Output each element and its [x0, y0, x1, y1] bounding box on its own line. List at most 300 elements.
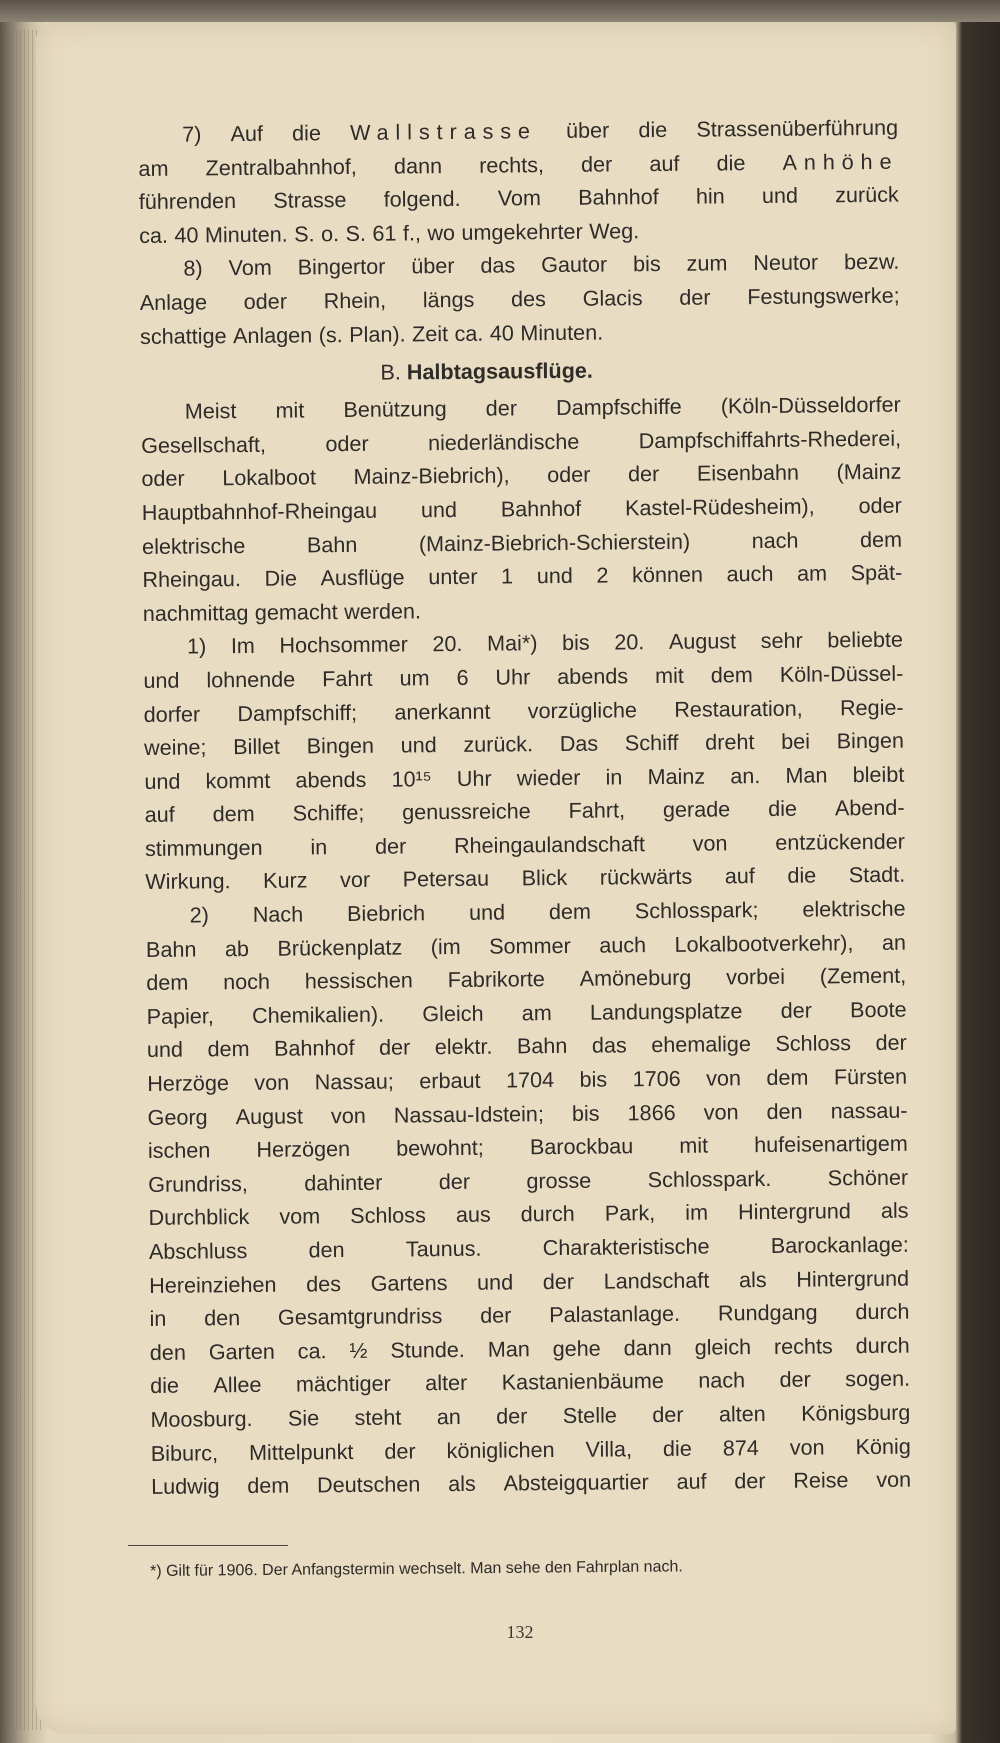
word: Glacis [582, 285, 643, 311]
word: nach [698, 1367, 746, 1394]
word: auf [144, 801, 175, 828]
word: von [876, 1466, 912, 1493]
word: 1704 [505, 1067, 555, 1093]
section-heading [140, 346, 900, 395]
word: dem [207, 1036, 250, 1062]
word: dem [247, 1472, 290, 1499]
word: 874 [722, 1434, 759, 1461]
word: S. [294, 221, 315, 247]
word: Mainz-Biebrich), [353, 462, 510, 490]
word: den [149, 1339, 186, 1365]
word: Schloss [350, 1202, 426, 1229]
word: die [291, 120, 322, 146]
word: und [400, 732, 437, 758]
word: (s. [318, 321, 343, 347]
word: Bingertor [297, 254, 386, 280]
word: dem [212, 801, 255, 827]
word: ischen [147, 1137, 211, 1164]
word: Hintergrund [796, 1265, 910, 1292]
word: Schiffe; [292, 800, 365, 826]
word: rechts, [479, 151, 545, 178]
word: sehr [760, 627, 803, 654]
word: Vom [497, 185, 542, 211]
word: oder [858, 492, 902, 519]
word: Kastel-Rüdesheim), [624, 493, 815, 521]
word: Lokalboot [222, 464, 317, 491]
word: 2) [189, 902, 209, 928]
word: Schlosspark; [634, 897, 759, 924]
word: Eisenbahn [696, 460, 800, 486]
word: der [652, 1401, 684, 1428]
word: an [436, 1403, 461, 1430]
word: der [384, 1437, 416, 1464]
word: 40 [174, 222, 199, 248]
word: f., [402, 220, 422, 246]
word: der [875, 1030, 907, 1056]
word: und [536, 562, 573, 589]
word: gemacht [254, 598, 338, 625]
word: Benützung [343, 396, 447, 423]
word: durch [520, 1201, 575, 1227]
word: durch [855, 1332, 910, 1358]
word: zurück [835, 181, 899, 208]
word: 20. [614, 629, 645, 655]
spaced-word: Anhöhe [782, 148, 899, 175]
word: die [662, 1435, 692, 1461]
word: Park, [604, 1200, 656, 1226]
word: Stelle [562, 1402, 617, 1428]
word: am [796, 560, 828, 586]
word: und [143, 667, 180, 693]
word: rückwärts [599, 864, 693, 891]
word: kommt [205, 767, 271, 794]
word: steht [354, 1404, 402, 1430]
word: (Zement, [819, 962, 907, 989]
word: von [706, 1065, 742, 1091]
word: Barockanlage: [770, 1231, 909, 1258]
word: abends [295, 766, 367, 793]
word: grosse [526, 1167, 592, 1194]
word: Taunus. [405, 1235, 482, 1262]
word: Palastanlage. [549, 1301, 681, 1328]
word: als [448, 1470, 476, 1497]
word: elektrische [802, 895, 906, 922]
word: Schöner [827, 1164, 909, 1191]
word: die [768, 795, 798, 822]
word: Durchblick [148, 1204, 250, 1231]
word: dahinter [304, 1169, 383, 1196]
word: bis [561, 630, 590, 656]
word: anerkannt [394, 698, 491, 725]
word: und [476, 1269, 514, 1295]
word: Hintergrund [737, 1198, 852, 1225]
word: Gartens [370, 1269, 448, 1296]
word: der [679, 284, 711, 310]
word: der [734, 1468, 766, 1494]
word: Minuten. [520, 319, 604, 345]
word: Abschluss [148, 1238, 248, 1264]
word: dem [859, 526, 903, 552]
word: über [411, 253, 455, 279]
word: von [789, 1434, 825, 1460]
word: rechts [773, 1333, 833, 1359]
word: Bingen [306, 732, 375, 759]
word: Moosburg. [150, 1405, 253, 1432]
word: 1 [500, 563, 514, 589]
word: Bahn [516, 1033, 568, 1059]
word: Allee [213, 1372, 262, 1398]
word: die [150, 1373, 180, 1399]
word: ca. [297, 1338, 327, 1364]
word: Mainz [647, 763, 706, 789]
word: mit [275, 397, 305, 423]
word: der [542, 1268, 575, 1294]
word: auf [724, 863, 755, 889]
word: Brückenplatz [277, 934, 403, 961]
word: Absteigquartier [503, 1469, 649, 1496]
word: an. [730, 762, 761, 789]
word: Bingen [836, 727, 905, 754]
word: Kastanienbäume [501, 1368, 664, 1395]
word: genussreiche [402, 798, 531, 825]
word: und [420, 496, 458, 523]
word: dorfer [143, 700, 201, 727]
word: der [580, 151, 613, 177]
intro-paragraph [141, 388, 903, 630]
word: hessischen [304, 967, 413, 994]
word: Nassau; [314, 1068, 394, 1095]
heading-prefix: B. [380, 359, 401, 385]
word: abends [557, 663, 629, 689]
word: Spät- [850, 559, 903, 586]
word: an [881, 929, 907, 955]
word: wieder [516, 764, 581, 791]
word: Hochsommer [279, 631, 408, 658]
scan-top-edge [0, 0, 1000, 22]
body-text [138, 111, 911, 1504]
word: Sommer [489, 932, 571, 959]
word: 40 [489, 319, 514, 346]
word: von [703, 1098, 739, 1125]
word: am [521, 999, 552, 1026]
word: der [627, 461, 660, 487]
word: beliebte [827, 626, 904, 653]
word: Amöneburg [579, 964, 692, 992]
word: die [716, 149, 746, 176]
word: Schloss [775, 1030, 852, 1057]
word: alten [718, 1401, 766, 1427]
word: den [308, 1237, 345, 1263]
word: Blick [521, 865, 568, 891]
word: (im [430, 933, 461, 959]
word: der [485, 395, 518, 421]
word: Das [559, 730, 599, 757]
word: Dampfschiff; [237, 699, 358, 726]
word: Strasse [273, 187, 347, 213]
word: Auf [230, 120, 264, 147]
word: der [779, 1366, 811, 1393]
word: ½ [349, 1337, 368, 1363]
word: Petersau [402, 866, 490, 892]
word: der [780, 997, 812, 1023]
word: im [685, 1199, 709, 1226]
word: dann [623, 1334, 672, 1361]
word: Schiff [624, 729, 679, 756]
word: und [468, 899, 506, 925]
word: Gesamtgrundriss [277, 1303, 443, 1330]
word: mit [679, 1132, 709, 1159]
word: Die [264, 565, 298, 591]
word: elektrische [141, 532, 246, 559]
word: Hauptbahnhof-Rheingau [141, 497, 378, 525]
word: Dampfschiffe [555, 393, 682, 421]
word: August [668, 628, 737, 655]
spaced-word: Wallstrasse [349, 118, 538, 145]
word: Plan). [349, 321, 406, 347]
word: bis [632, 251, 661, 277]
word: dem [548, 898, 592, 925]
word: Hereinziehen [149, 1271, 277, 1298]
word: Vom [228, 255, 272, 281]
word: (Mainz-Biebrich-Schierstein) [418, 528, 691, 556]
word: als [880, 1198, 909, 1224]
word: Reise [793, 1467, 849, 1493]
word: elektr. [434, 1034, 493, 1060]
word: Ludwig [151, 1473, 220, 1500]
word: Restauration, [674, 695, 803, 722]
word: zum [686, 250, 728, 277]
word: Garten [208, 1338, 275, 1365]
word: auch [599, 931, 647, 958]
footnote-rule [128, 1545, 288, 1546]
word: Mittelpunkt [248, 1438, 354, 1465]
word: Wirkung. [145, 868, 231, 895]
word: Festungswerke; [747, 282, 900, 310]
word: um [399, 665, 430, 691]
word: Papier, [146, 1003, 214, 1029]
word: Rheingaulandschaft [453, 831, 645, 858]
word: Kurz [262, 867, 308, 894]
word: nachmittag [142, 599, 249, 626]
word: Stunde. [390, 1336, 465, 1363]
word: weine; [143, 734, 207, 761]
word: 2 [596, 562, 609, 588]
word: Im [230, 633, 255, 659]
word: ehemalige [651, 1031, 752, 1058]
word: 20. [432, 631, 463, 657]
word: Fahrt, [568, 797, 626, 824]
word: Nach [252, 901, 304, 927]
word: Nassau-Idstein; [393, 1100, 544, 1128]
word: bei [781, 728, 811, 754]
word: stimmungen [144, 834, 263, 861]
word: S. [345, 220, 367, 246]
word: auch [726, 561, 774, 587]
word: Zeit [411, 320, 449, 346]
word: das [480, 252, 516, 279]
word: (Köln-Düsseldorfer [720, 391, 901, 419]
word: Man [487, 1336, 530, 1362]
word: Landschaft [603, 1267, 710, 1294]
word: Grundriss, [148, 1170, 248, 1197]
word: der [496, 1403, 528, 1429]
word: am [138, 155, 169, 181]
word: längs [422, 286, 475, 313]
word: Herzögen [256, 1136, 351, 1163]
word: oder [547, 462, 591, 488]
word: Strassenüberführung [696, 114, 899, 142]
word: Mai*) [486, 630, 538, 656]
word: 1866 [627, 1099, 676, 1125]
word: 10¹⁵ [391, 765, 432, 792]
word: nach [751, 527, 799, 553]
word: Rundgang [717, 1299, 818, 1326]
word: 7) [182, 121, 202, 147]
word: Fabrikorte [447, 966, 545, 993]
word: oder [325, 430, 369, 456]
word: und [144, 768, 181, 794]
word: noch [223, 969, 271, 995]
word: Rhein, [323, 287, 387, 314]
word: Bahnhof [273, 1035, 355, 1062]
word: Zentralbahnhof, [205, 153, 357, 180]
word: nassau- [830, 1097, 908, 1124]
word: bis [579, 1066, 608, 1092]
word: Villa, [585, 1435, 633, 1462]
word: hufeisenartigem [754, 1130, 908, 1158]
word: 1) [186, 633, 207, 659]
word: Anlage [139, 289, 208, 315]
word: das [591, 1032, 627, 1059]
word: gerade [662, 796, 731, 823]
word: dann [393, 152, 443, 179]
word: Lokalbootverkehr), [674, 929, 854, 957]
word: den [766, 1098, 803, 1124]
word: Uhr [495, 664, 531, 690]
word: königlichen [446, 1436, 555, 1463]
word: Gautor [541, 251, 608, 278]
word: mächtiger [295, 1371, 391, 1397]
word: von [330, 1102, 366, 1128]
word: umgekehrter [461, 218, 583, 245]
word: die [787, 862, 817, 889]
word: dem [146, 969, 189, 996]
word: vom [279, 1203, 321, 1230]
word: Landungsplatze [589, 998, 743, 1025]
word: 61 [372, 220, 397, 246]
word: die [638, 116, 668, 143]
word: lohnende [206, 666, 296, 693]
word: Biebrich [346, 900, 426, 927]
word: oder [243, 288, 288, 314]
word: dreht [705, 729, 755, 755]
word: Billet [233, 733, 281, 760]
word: in [605, 764, 623, 790]
word: auf [676, 1468, 707, 1495]
word: Abend- [834, 794, 905, 821]
word: Bahn [306, 531, 358, 557]
word: Deutschen [316, 1471, 421, 1498]
word: sogen. [845, 1366, 911, 1392]
word: Fürsten [833, 1063, 908, 1090]
word: Gleich [422, 1000, 484, 1027]
word: den [204, 1305, 241, 1331]
section-a-continuation [138, 111, 900, 353]
word: aus [455, 1202, 491, 1228]
word: der [438, 1168, 471, 1194]
word: der [374, 833, 407, 859]
word: Herzöge [147, 1070, 230, 1096]
word: Bahn [145, 936, 197, 962]
word: des [305, 1270, 342, 1297]
word: gehe [552, 1335, 601, 1361]
word: ca. [454, 320, 484, 346]
word: König [855, 1433, 911, 1459]
word: führenden [138, 188, 237, 215]
word: dem [766, 1064, 809, 1091]
word: August [235, 1103, 304, 1129]
word: ca. [139, 222, 169, 248]
word: von [692, 830, 728, 856]
word: Regie- [839, 694, 904, 720]
word: der [378, 1034, 411, 1061]
word: folgend. [383, 186, 461, 212]
word: in [149, 1305, 167, 1332]
word: 1706 [632, 1065, 681, 1092]
word: entzückender [775, 828, 906, 855]
word: Weg. [589, 217, 640, 244]
word: Minuten. [204, 221, 288, 248]
word: bleibt [852, 761, 905, 787]
word: Stadt. [848, 862, 906, 888]
word: als [738, 1266, 767, 1292]
word: schattige [139, 322, 227, 349]
word: unter [428, 563, 478, 590]
word: Schlosspark. [647, 1165, 772, 1192]
heading-title: Halbtagsausflüge. [406, 357, 593, 385]
word: Meist [184, 398, 237, 424]
word: in [310, 834, 328, 860]
word: werden. [344, 598, 422, 624]
word: Chemikalien). [251, 1001, 385, 1028]
word: über [565, 117, 610, 143]
word: Königsburg [800, 1399, 911, 1426]
item-1-paragraph [143, 623, 906, 899]
word: zurück. [463, 731, 534, 757]
word: 8) [183, 255, 203, 281]
word: Sie [287, 1405, 320, 1431]
item-2-paragraph [145, 892, 911, 1504]
word: von [254, 1069, 290, 1095]
word: mit [654, 662, 684, 688]
word: der [480, 1302, 512, 1328]
word: Bahnhof [578, 184, 659, 210]
word: Barockbau [529, 1133, 634, 1160]
word: Boote [849, 996, 907, 1023]
word: bewohnt; [396, 1134, 484, 1161]
word: Uhr [456, 765, 492, 791]
word: Ausflüge [320, 564, 405, 591]
word: alter [425, 1370, 468, 1396]
word: Anlagen [232, 321, 313, 348]
word: vorzügliche [527, 696, 638, 723]
word: bezw. [843, 249, 900, 275]
page-number: 132 [506, 1622, 534, 1642]
word: Rheingau. [142, 566, 241, 593]
word: des [510, 286, 547, 312]
word: Biburc, [150, 1439, 219, 1466]
word: 6 [456, 664, 469, 690]
